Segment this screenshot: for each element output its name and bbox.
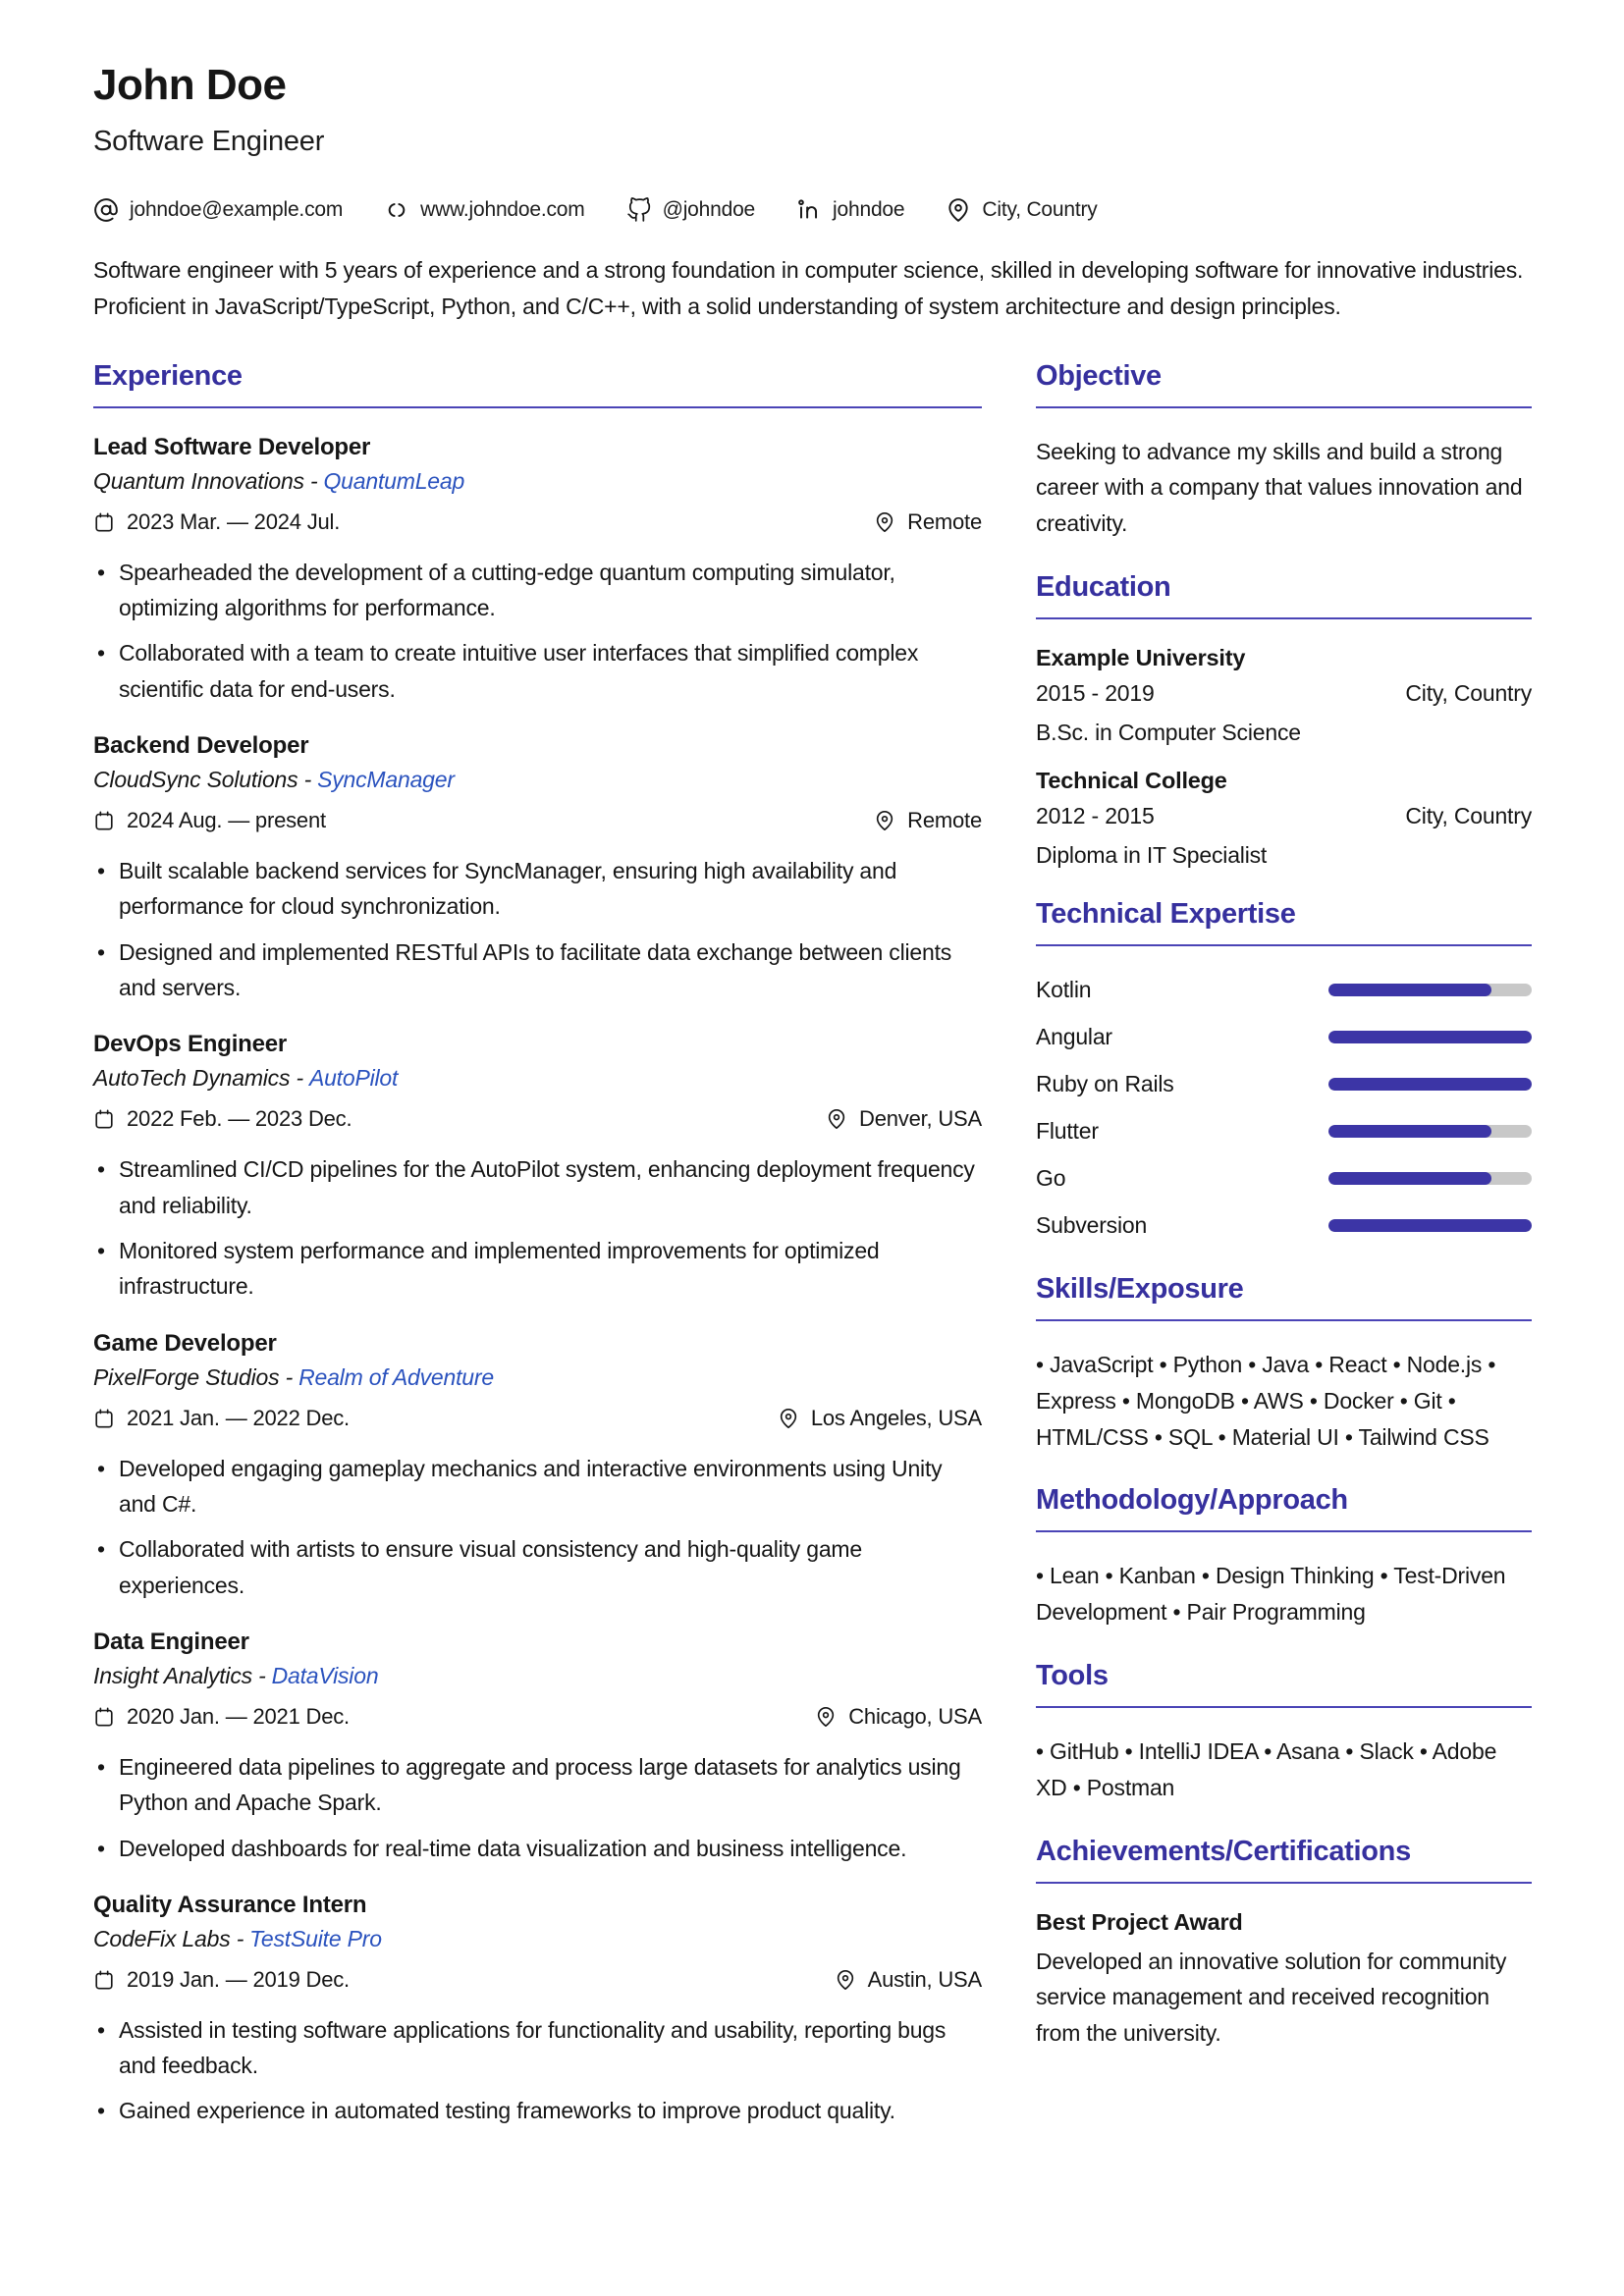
entry-company bbox=[93, 1663, 982, 1689]
entry-meta bbox=[93, 808, 982, 833]
skills-exposure-heading: Skills/Exposure bbox=[1036, 1273, 1532, 1321]
entry-meta bbox=[93, 1967, 982, 1993]
location-pin-icon bbox=[946, 197, 971, 223]
skill-bar bbox=[1328, 984, 1532, 996]
entry-title: Game Developer bbox=[93, 1329, 277, 1357]
entry-dates bbox=[93, 1967, 350, 1993]
location-pin-icon bbox=[835, 1969, 856, 1991]
entry-company bbox=[93, 767, 982, 793]
entry-meta bbox=[93, 509, 982, 535]
entry-dates bbox=[93, 509, 340, 535]
contact-linkedin[interactable] bbox=[796, 197, 904, 223]
experience-entry bbox=[93, 732, 982, 1005]
skill-bar-fill bbox=[1328, 1125, 1491, 1138]
entry-bullets bbox=[93, 555, 982, 707]
skill-bar bbox=[1328, 1031, 1532, 1043]
github-icon bbox=[626, 197, 652, 223]
company-name: Insight Analytics - bbox=[93, 1662, 266, 1688]
entry-dates-text: 2022 Feb. — 2023 Dec. bbox=[127, 1106, 352, 1132]
skill-bar-fill bbox=[1328, 1078, 1532, 1091]
contact-website-text: www.johndoe.com bbox=[420, 198, 585, 221]
school-meta bbox=[1036, 680, 1532, 707]
skill-bar-fill bbox=[1328, 1031, 1532, 1043]
section-methodology bbox=[1036, 1484, 1532, 1630]
entry-company bbox=[93, 1364, 982, 1391]
bullet-item: • Monitored system performance and implemented improvements for optimized infrastructure. bbox=[93, 1233, 982, 1305]
contact-email-text: johndoe@example.com bbox=[130, 198, 344, 221]
entry-dates-text: 2023 Mar. — 2024 Jul. bbox=[127, 508, 341, 534]
entry-location bbox=[874, 808, 982, 833]
school-degree: B.Sc. in Computer Science bbox=[1036, 719, 1301, 745]
bullet-item: • Assisted in testing software applications for functionality and usability, reporting bugs and feedback. bbox=[93, 2012, 982, 2084]
technical-expertise-heading: Technical Expertise bbox=[1036, 898, 1532, 946]
skill-row bbox=[1036, 1207, 1532, 1244]
experience-heading: Experience bbox=[93, 360, 982, 408]
tools-list: • GitHub • IntelliJ IDEA • Asana • Slack • Adobe XD • Postman bbox=[1036, 1737, 1497, 1800]
entry-title: Backend Developer bbox=[93, 731, 309, 759]
education-item bbox=[1036, 645, 1532, 746]
company-name: CloudSync Solutions - bbox=[93, 766, 312, 792]
objective-heading: Objective bbox=[1036, 360, 1532, 408]
location-pin-icon bbox=[778, 1408, 799, 1429]
section-education bbox=[1036, 571, 1532, 869]
skill-row bbox=[1036, 1113, 1532, 1149]
company-name: Quantum Innovations - bbox=[93, 467, 318, 494]
entry-dates-text: 2024 Aug. — present bbox=[127, 807, 326, 832]
contact-row bbox=[93, 197, 1532, 223]
person-job-title: Software Engineer bbox=[93, 126, 325, 157]
entry-bullets bbox=[93, 1749, 982, 1866]
entry-dates-text: 2020 Jan. — 2021 Dec. bbox=[127, 1703, 350, 1729]
skill-row bbox=[1036, 1160, 1532, 1197]
school-location: City, Country bbox=[1405, 802, 1532, 828]
entry-company bbox=[93, 1926, 982, 1952]
company-name: CodeFix Labs - bbox=[93, 1925, 244, 1951]
experience-entry bbox=[93, 1330, 982, 1603]
section-tools bbox=[1036, 1660, 1532, 1806]
school-name: Technical College bbox=[1036, 767, 1227, 793]
bullet-item: • Engineered data pipelines to aggregate and process large datasets for analytics using Python and Apache Spark. bbox=[93, 1749, 982, 1821]
methodology-list: • Lean • Kanban • Design Thinking • Test-Driven Development • Pair Programming bbox=[1036, 1563, 1506, 1626]
bullet-item: • Spearheaded the development of a cutting-edge quantum computing simulator, optimizing algorithms for performance. bbox=[93, 555, 982, 626]
objective-text: Seeking to advance my skills and build a strong career with a company that values innovation and creativity. bbox=[1036, 438, 1523, 537]
entry-bullets bbox=[93, 2012, 982, 2129]
entry-dates bbox=[93, 1704, 350, 1730]
entry-location bbox=[778, 1406, 982, 1431]
bullet-item: • Gained experience in automated testing frameworks to improve product quality. bbox=[93, 2093, 982, 2128]
contact-github[interactable] bbox=[626, 197, 755, 223]
product-link[interactable]: QuantumLeap bbox=[323, 467, 465, 494]
location-pin-icon bbox=[815, 1706, 837, 1728]
calendar-icon bbox=[93, 1408, 115, 1429]
skill-bar-fill bbox=[1328, 1172, 1491, 1185]
entry-location bbox=[835, 1967, 982, 1993]
product-link[interactable]: TestSuite Pro bbox=[249, 1925, 382, 1951]
entry-title: Quality Assurance Intern bbox=[93, 1891, 367, 1918]
entry-dates bbox=[93, 1106, 352, 1132]
skills-exposure-list: • JavaScript • Python • Java • React • Node.js • Express • MongoDB • AWS • Docker • Git • HTML/CSS • SQL • Material UI • Tailwind CSS bbox=[1036, 1351, 1496, 1450]
bullet-item: • Streamlined CI/CD pipelines for the AutoPilot system, enhancing deployment frequency and reliability. bbox=[93, 1151, 982, 1223]
product-link[interactable]: Realm of Adventure bbox=[298, 1363, 494, 1390]
bullet-item: • Designed and implemented RESTful APIs to facilitate data exchange between clients and servers. bbox=[93, 934, 982, 1006]
skill-bar bbox=[1328, 1078, 1532, 1091]
entry-title: Lead Software Developer bbox=[93, 433, 371, 460]
contact-location-text: City, Country bbox=[982, 198, 1098, 221]
entry-location-text: Denver, USA bbox=[859, 1106, 982, 1132]
section-skills-exposure bbox=[1036, 1273, 1532, 1455]
skill-row bbox=[1036, 972, 1532, 1008]
product-link[interactable]: DataVision bbox=[271, 1662, 379, 1688]
entry-dates-text: 2021 Jan. — 2022 Dec. bbox=[127, 1405, 350, 1430]
entry-title: Data Engineer bbox=[93, 1628, 249, 1655]
location-pin-icon bbox=[874, 810, 895, 831]
tools-heading: Tools bbox=[1036, 1660, 1532, 1708]
location-pin-icon bbox=[826, 1108, 847, 1130]
entry-dates bbox=[93, 1406, 350, 1431]
school-location: City, Country bbox=[1405, 679, 1532, 706]
experience-entry bbox=[93, 434, 982, 707]
entry-bullets bbox=[93, 1151, 982, 1304]
skill-name: Subversion bbox=[1036, 1211, 1148, 1238]
experience-entry bbox=[93, 1031, 982, 1304]
education-item bbox=[1036, 768, 1532, 869]
skill-bar-fill bbox=[1328, 1219, 1532, 1232]
entry-meta bbox=[93, 1106, 982, 1132]
calendar-icon bbox=[93, 1108, 115, 1130]
bullet-item: • Developed dashboards for real-time data visualization and business intelligence. bbox=[93, 1831, 982, 1866]
profile-summary: Software engineer with 5 years of experience and a strong foundation in computer science, skilled in developing software for innovative industries. Proficient in JavaScript/TypeScript, Python, and C/C++, with a solid understanding of system architecture and design principles. bbox=[93, 257, 1524, 319]
resume-header bbox=[93, 61, 1532, 325]
school-name: Example University bbox=[1036, 644, 1246, 670]
skill-bar bbox=[1328, 1125, 1532, 1138]
contact-linkedin-text: johndoe bbox=[833, 198, 905, 221]
entry-location-text: Chicago, USA bbox=[848, 1703, 982, 1729]
skill-name: Angular bbox=[1036, 1023, 1112, 1049]
skill-bar bbox=[1328, 1219, 1532, 1232]
skill-name: Kotlin bbox=[1036, 976, 1092, 1002]
methodology-heading: Methodology/Approach bbox=[1036, 1484, 1532, 1532]
entry-title: DevOps Engineer bbox=[93, 1031, 288, 1058]
entry-location-text: Austin, USA bbox=[867, 1966, 982, 1992]
contact-github-text: @johndoe bbox=[662, 198, 756, 221]
experience-entry bbox=[93, 1892, 982, 2129]
product-link[interactable]: AutoPilot bbox=[308, 1065, 399, 1092]
linkedin-icon bbox=[796, 197, 822, 223]
skill-name: Go bbox=[1036, 1164, 1066, 1191]
section-objective bbox=[1036, 360, 1532, 542]
skill-row bbox=[1036, 1019, 1532, 1055]
person-name: John Doe bbox=[93, 61, 287, 109]
entry-location-text: Remote bbox=[907, 508, 982, 534]
right-column bbox=[1036, 360, 1532, 2159]
entry-dates-text: 2019 Jan. — 2019 Dec. bbox=[127, 1966, 350, 1992]
contact-location bbox=[946, 197, 1097, 223]
skill-name: Flutter bbox=[1036, 1117, 1099, 1144]
calendar-icon bbox=[93, 1969, 115, 1991]
entry-bullets bbox=[93, 853, 982, 1005]
location-pin-icon bbox=[874, 511, 895, 533]
company-name: PixelForge Studios - bbox=[93, 1363, 294, 1390]
skill-bar bbox=[1328, 1172, 1532, 1185]
school-degree: Diploma in IT Specialist bbox=[1036, 841, 1268, 868]
education-heading: Education bbox=[1036, 571, 1532, 619]
entry-location-text: Remote bbox=[907, 807, 982, 832]
content-columns bbox=[93, 360, 1532, 2159]
calendar-icon bbox=[93, 511, 115, 533]
school-years: 2012 - 2015 bbox=[1036, 802, 1155, 828]
company-name: AutoTech Dynamics - bbox=[93, 1065, 303, 1092]
left-column bbox=[93, 360, 982, 2159]
calendar-icon bbox=[93, 1706, 115, 1728]
entry-location bbox=[815, 1704, 982, 1730]
award-text: Developed an innovative solution for community service management and received recognition from the university. bbox=[1036, 1948, 1507, 2047]
entry-company bbox=[93, 1065, 982, 1092]
skill-bar-fill bbox=[1328, 984, 1491, 996]
bullet-item: • Collaborated with a team to create intuitive user interfaces that simplified complex scientific data for end-users. bbox=[93, 635, 982, 707]
entry-company bbox=[93, 468, 982, 495]
entry-meta bbox=[93, 1406, 982, 1431]
achievements-heading: Achievements/Certifications bbox=[1036, 1836, 1532, 1884]
contact-website[interactable] bbox=[384, 197, 584, 223]
skill-row bbox=[1036, 1066, 1532, 1102]
entry-location bbox=[826, 1106, 982, 1132]
contact-email[interactable] bbox=[93, 197, 343, 223]
entry-bullets bbox=[93, 1451, 982, 1603]
entry-dates bbox=[93, 808, 326, 833]
award-title: Best Project Award bbox=[1036, 1908, 1243, 1935]
section-technical-expertise bbox=[1036, 898, 1532, 1244]
entry-meta bbox=[93, 1704, 982, 1730]
bullet-item: • Collaborated with artists to ensure visual consistency and high-quality game experiences. bbox=[93, 1531, 982, 1603]
section-experience bbox=[93, 360, 982, 2129]
entry-location bbox=[874, 509, 982, 535]
section-achievements bbox=[1036, 1836, 1532, 2052]
bullet-item: • Developed engaging gameplay mechanics and interactive environments using Unity and C#. bbox=[93, 1451, 982, 1522]
link-icon bbox=[384, 197, 409, 223]
at-icon bbox=[93, 197, 119, 223]
calendar-icon bbox=[93, 810, 115, 831]
experience-entry bbox=[93, 1629, 982, 1866]
product-link[interactable]: SyncManager bbox=[317, 766, 455, 792]
entry-location-text: Los Angeles, USA bbox=[810, 1405, 982, 1430]
bullet-item: • Built scalable backend services for SyncManager, ensuring high availability and performance for cloud synchronization. bbox=[93, 853, 982, 925]
skill-name: Ruby on Rails bbox=[1036, 1070, 1174, 1096]
school-years: 2015 - 2019 bbox=[1036, 679, 1155, 706]
school-meta bbox=[1036, 803, 1532, 829]
